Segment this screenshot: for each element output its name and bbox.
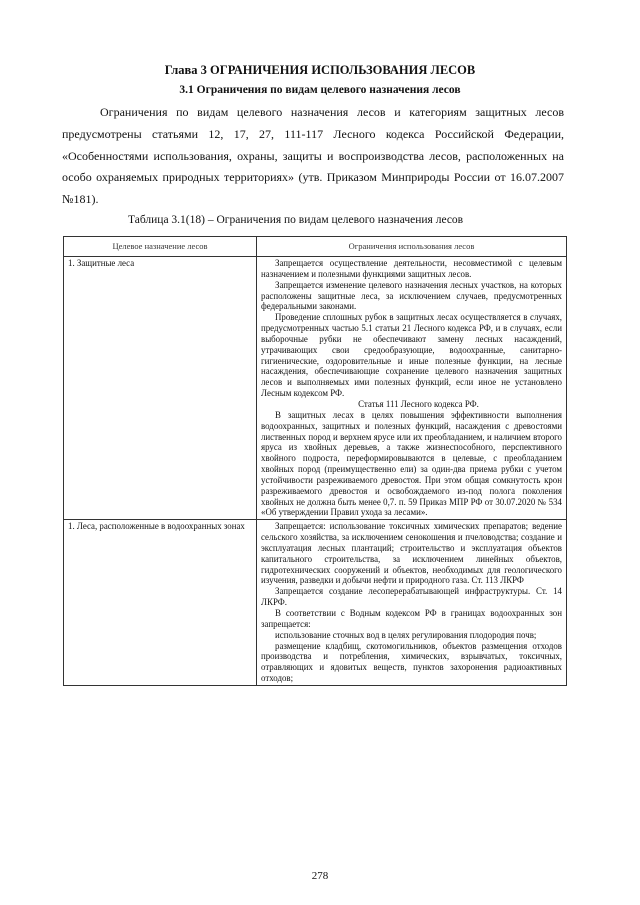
table-header-cell: Ограничения использования лесов (257, 237, 567, 257)
restriction-paragraph: Статья 111 Лесного кодекса РФ. (358, 398, 479, 409)
table-header-cell: Целевое назначение лесов (64, 237, 257, 257)
restriction-paragraph: Запрещается осуществление деятельности, несовместимой с целевым назначением и полезными функциями защитных лесов. (261, 258, 562, 279)
restriction-paragraph: Запрещается изменение целевого назначения лесных участков, на которых расположены защитные леса, за исключением случаев, предусмотренных федеральными законами. (261, 279, 562, 312)
intro-paragraph: Ограничения по видам целевого назначения лесов и категориям защитных лесов предусмотрены статьями 12, 17, 27, 111-117 Лесного кодекса Российской Федерации, «Особенностями использования, охраны, защиты и воспроизводства лесов, расположенных на особо охраняемых природных территориях» (утв. Приказом Минприроды России от 16.07.2007 №181). (62, 105, 564, 207)
restrictions-cell (257, 257, 567, 520)
category-cell: 1. Защитные леса (64, 257, 257, 520)
restrictions-table (63, 236, 567, 686)
restriction-paragraph: В защитных лесах в целях повышения эффективности выполнения водоохранных, защитных и полезных функций, насаждения с древостоями лиственных пород и верхнем ярусе или их преобладанием, и наличием второго яруса из хвойных деревьев, а также жизнеспособного, перспективного хвойного подроста, переформировываются в целевые, с преобладанием хвойных пород (преимущественно ели) за один-два приема рубки с учетом устойчивости разреживаемого древостоя. При этом общая сомкнутость крон разреживаемого древостоя и освобождаемого из-под полога поколения хвойных не должна быть менее 0,7. п. 59 Приказ МПР РФ от 30.07.2020 № 534 «Об утверждении Правил ухода за лесами». (261, 409, 562, 518)
table-caption: Таблица 3.1(18) – Ограничения по видам целевого назначения лесов (128, 214, 464, 226)
section-title: 3.1 Ограничения по видам целевого назначения лесов (179, 84, 461, 96)
restriction-paragraph: Запрещается создание лесоперерабатывающей инфраструктуры. Ст. 14 ЛКРФ. (261, 586, 562, 608)
restriction-paragraph: использование сточных вод в целях регулирования плодородия почв; (275, 629, 537, 640)
table-row (64, 257, 567, 520)
table-header-row (64, 237, 567, 257)
restrictions-cell (257, 520, 567, 686)
restriction-paragraph: Проведение сплошных рубок в защитных лесах осуществляется в случаях, предусмотренных частью 5.1 статьи 21 Лесного кодекса РФ, и в случаях, если выборочные рубки не обеспечивают замену лесных насаждений, утрачивающих свои средообразующие, водоохранные, санитарно-гигиенические, оздоровительные и иные полезные функции, на лесные насаждения, обеспечивающие сохранение целевого назначения защитных лесов и выполняемых ими полезных функций, если иное не установлено Лесным кодексом РФ. (261, 312, 562, 399)
chapter-title: Глава 3 ОГРАНИЧЕНИЯ ИСПОЛЬЗОВАНИЯ ЛЕСОВ (164, 63, 476, 77)
restriction-paragraph: Запрещается: использование токсичных химических препаратов; ведение сельского хозяйства, за исключением сенокошения и пчеловодства; создание и эксплуатация лесных плантаций; строительство и эксплуатация объектов капитального строительства, за исключением линейных объектов, гидротехнических сооружений и объектов, необходимых для геологического изучения, разведки и добычи нефти и природного газа. Ст. 113 ЛКРФ (261, 521, 562, 586)
page-number: 278 (311, 870, 329, 882)
restriction-paragraph: размещение кладбищ, скотомогильников, объектов размещения отходов производства и потребления, химических, взрывчатых, токсичных, отравляющих и ядовитых веществ, пунктов захоронения радиоактивных отходов; (261, 640, 562, 684)
restriction-paragraph: В соответствии с Водным кодексом РФ в границах водоохранных зон запрещается: (261, 608, 562, 629)
table-row (64, 520, 567, 686)
category-cell: 1. Леса, расположенные в водоохранных зонах (64, 520, 257, 686)
